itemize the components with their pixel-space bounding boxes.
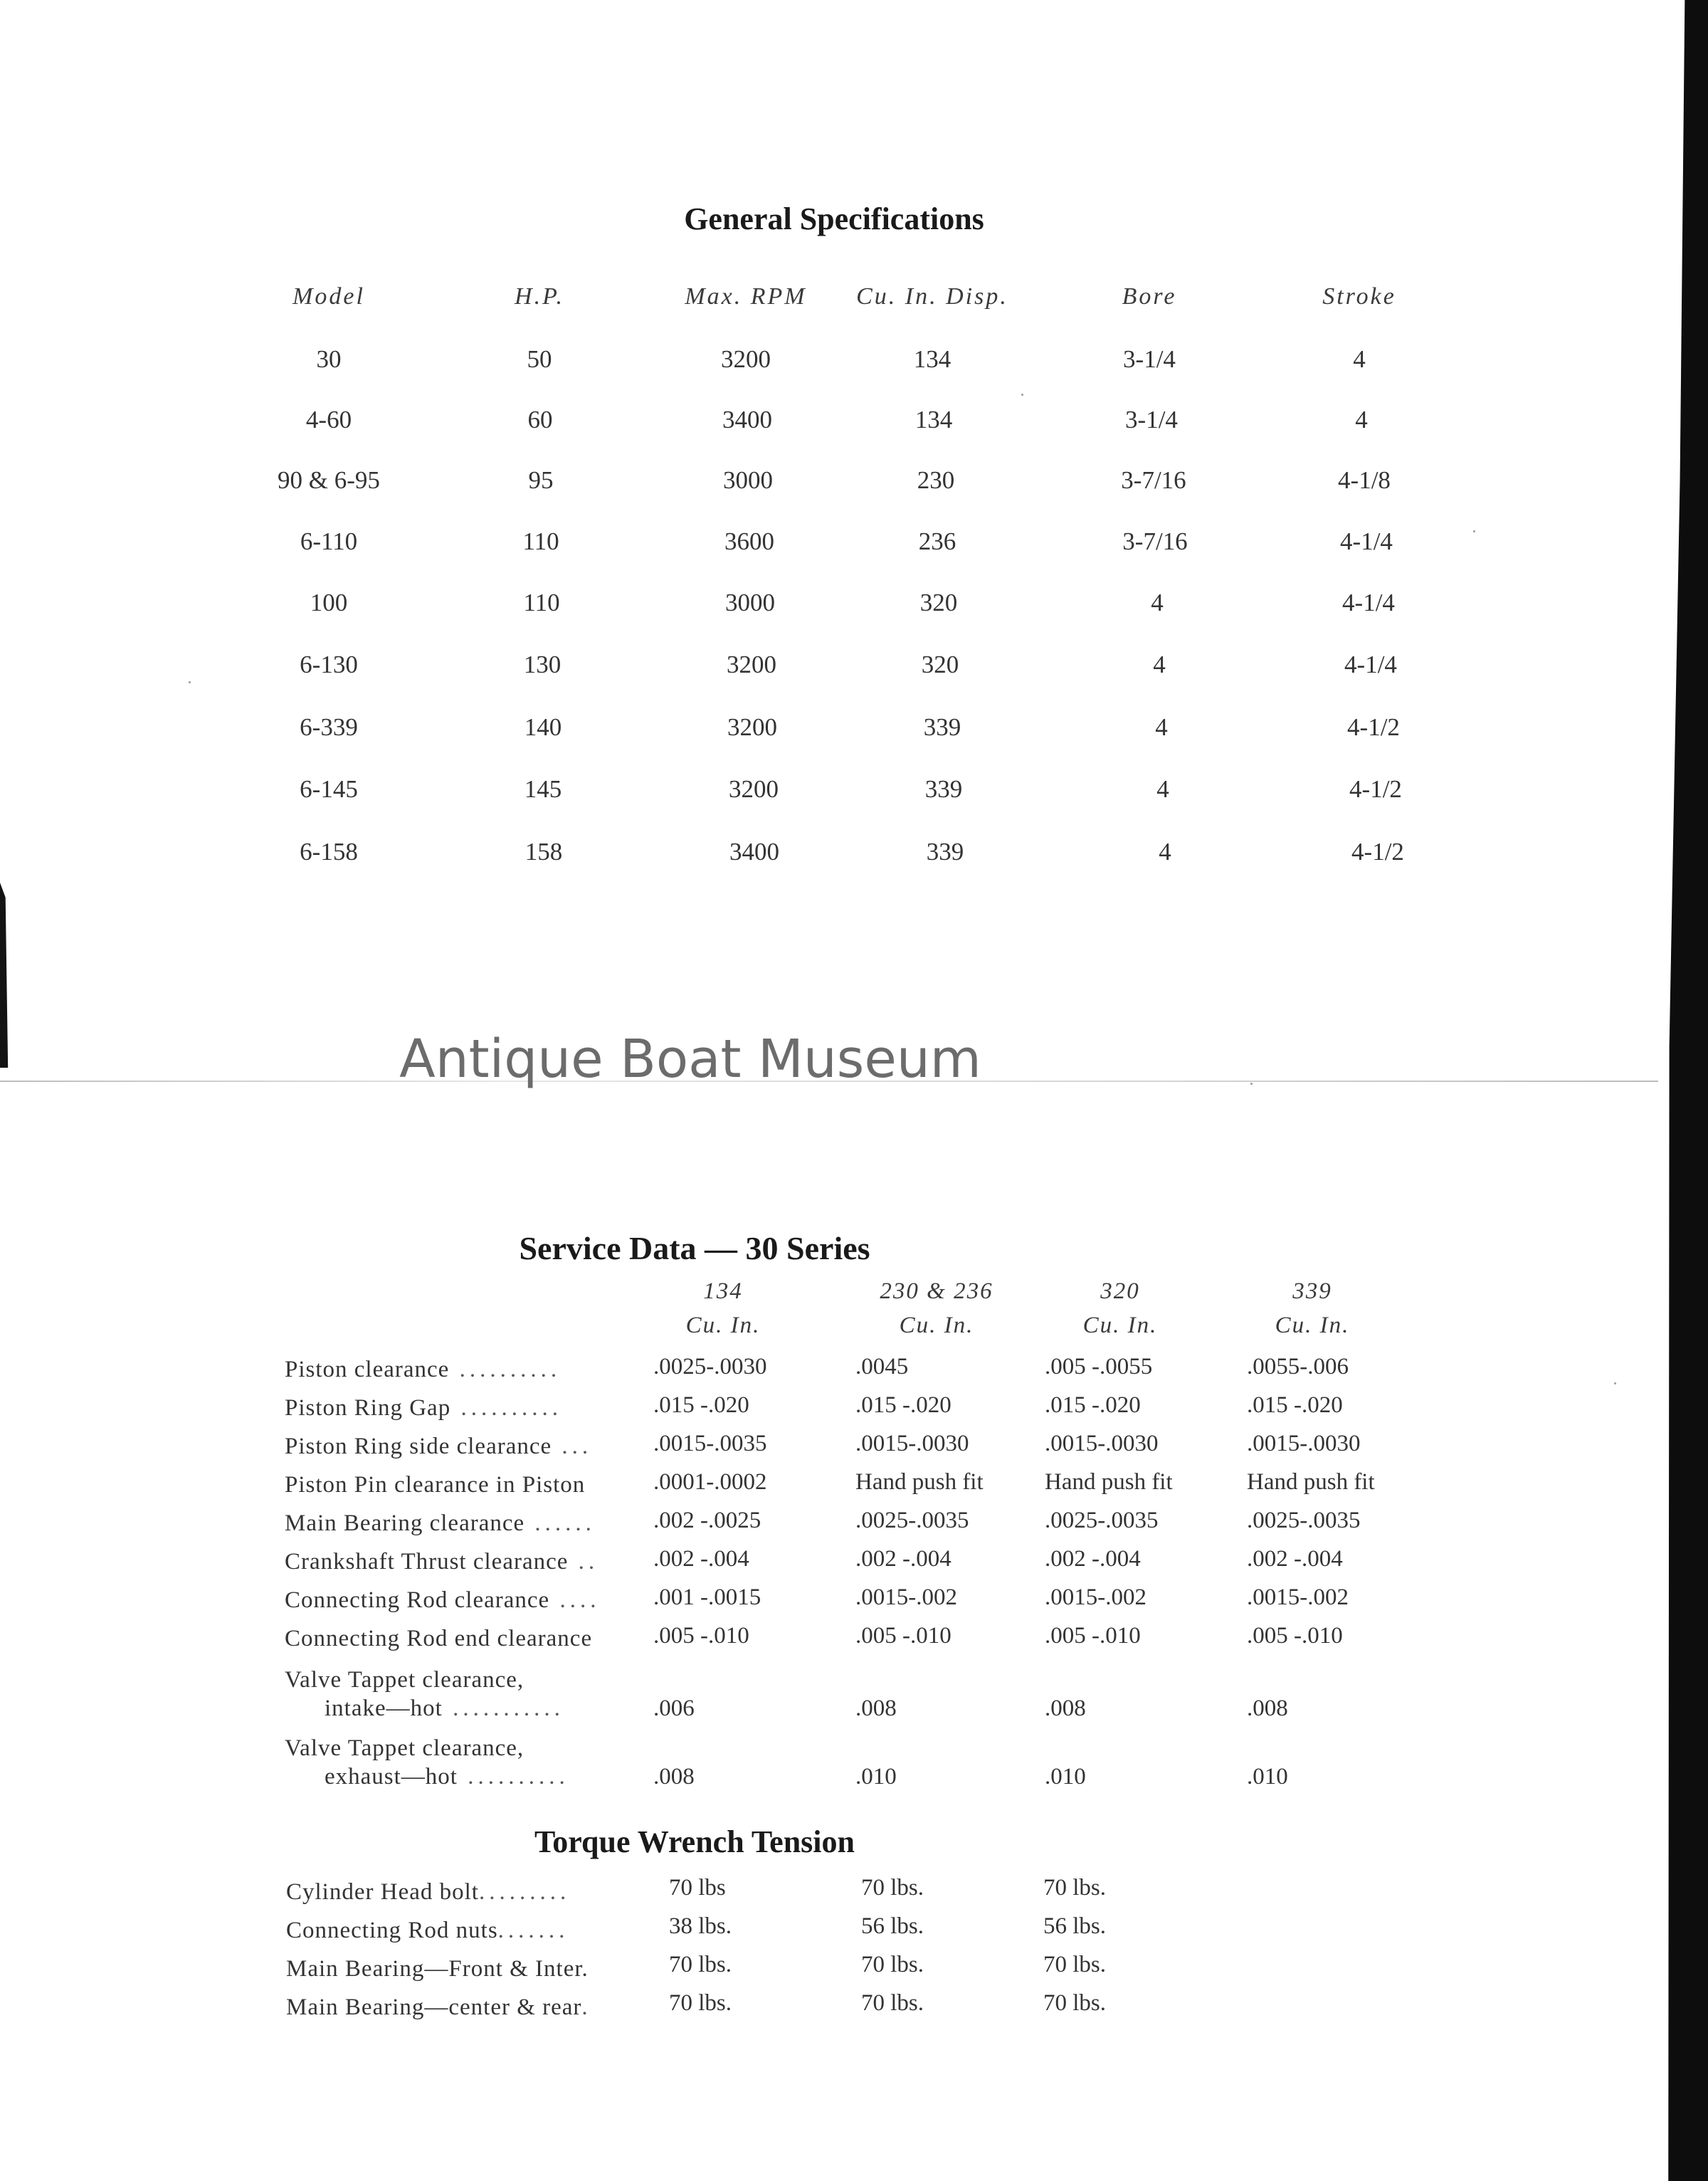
model-cell: 4-60 [305,406,352,433]
spec-cell: 60 [527,406,553,433]
value-cell: .002 -.004 [1247,1546,1343,1572]
value-cell: .005 -.0055 [1045,1354,1153,1379]
value-cell: 70 lbs. [669,1990,732,2016]
spec-cell: 145 [524,775,562,803]
row-label [285,1549,599,1575]
value-cell: .0025-.0030 [653,1354,767,1379]
leader-dots: .......... [449,1357,562,1382]
spec-cell: 4-1/2 [1347,713,1400,741]
row-label-text: Main Bearing—center & rear [286,1995,582,2020]
value-cell: .0055-.006 [1247,1354,1349,1379]
spec-cell: 339 [926,838,964,866]
row-label-text: Crankshaft Thrust clearance [285,1549,569,1575]
value-cell: .010 [855,1764,897,1790]
spec-cell: 3400 [722,406,772,433]
spec-cell: 3200 [727,651,776,678]
spec-cell: 320 [921,651,959,678]
spec-cell: 3000 [723,466,773,494]
leader-dots: .... [549,1587,601,1613]
row-label-text: exhaust—hot [325,1764,458,1790]
value-cell: .015 -.020 [855,1392,951,1418]
spec-cell: 95 [528,466,554,494]
value-cell: .002 -.004 [1045,1546,1141,1572]
value-cell: .015 -.020 [1045,1392,1141,1418]
row-label [286,1956,589,1982]
leader-dots: . [581,1995,592,2020]
column-header: Stroke [1322,283,1396,310]
value-cell: .005 -.010 [653,1623,749,1649]
spec-cell: 3200 [721,345,771,373]
spec-cell: 4 [1156,775,1169,803]
value-cell: Hand push fit [1247,1469,1375,1495]
value-cell: 70 lbs. [669,1952,732,1977]
column-header: Model [292,283,365,310]
row-label [286,1879,570,1906]
value-cell: .008 [1247,1696,1288,1721]
row-label-text: Cylinder Head bolt [286,1879,479,1905]
general-specifications-title: General Specifications [684,201,984,236]
model-cell: 6-145 [300,775,358,803]
row-label-text: Main Bearing clearance [285,1510,525,1536]
row-label-text: Piston clearance [285,1357,450,1382]
value-cell: Hand push fit [1045,1469,1173,1495]
column-header-unit: Cu. In. [899,1313,974,1338]
torque-wrench-title: Torque Wrench Tension [534,1824,855,1859]
value-cell: .008 [653,1764,695,1790]
spec-cell: 3-7/16 [1122,527,1188,555]
spec-cell: 4 [1353,345,1366,373]
row-label-text: Main Bearing—Front & Inter. [286,1956,589,1982]
spec-cell: 50 [527,345,552,373]
spec-cell: 134 [913,345,951,373]
value-cell: 38 lbs. [669,1913,732,1939]
spec-cell: 3000 [725,589,775,616]
row-label-text: Piston Ring side clearance [285,1434,552,1459]
spec-cell: 110 [523,589,560,616]
spec-cell: 3200 [729,775,779,803]
scan-edge-right [1660,0,1708,2181]
spec-cell: 4 [1153,651,1166,678]
row-label [285,1395,562,1421]
column-header-size: 339 [1292,1278,1332,1304]
value-cell: 70 lbs. [1043,1952,1107,1977]
row-label [285,1472,585,1498]
spec-cell: 4-1/4 [1344,651,1397,678]
row-label [285,1626,592,1652]
column-header-size: 134 [703,1278,743,1304]
column-header-size: 320 [1100,1278,1140,1304]
column-header: Max. RPM [685,283,807,310]
row-label [285,1510,596,1537]
value-cell: 70 lbs. [1043,1875,1107,1901]
spec-cell: 4 [1151,589,1164,616]
column-header-unit: Cu. In. [685,1313,761,1338]
spec-cell: 134 [914,406,953,433]
value-cell: .015 -.020 [653,1392,749,1418]
leader-dots: ... [552,1434,593,1459]
value-cell: .002 -.004 [653,1546,749,1572]
value-cell: .0045 [855,1354,909,1379]
row-label-text: Piston Ring Gap [285,1395,451,1421]
value-cell: .005 -.010 [855,1623,951,1649]
column-header-unit: Cu. In. [1082,1313,1158,1338]
value-cell: Hand push fit [855,1469,984,1495]
value-cell: .0025-.0035 [1247,1508,1361,1533]
value-cell: .0015-.002 [855,1584,957,1610]
value-cell: .005 -.010 [1247,1623,1343,1649]
row-label-text: intake—hot [325,1696,443,1721]
column-header-size: 230 & 236 [880,1278,993,1304]
row-label [285,1587,600,1614]
row-label [285,1357,561,1383]
value-cell: .0015-.002 [1045,1584,1146,1610]
value-cell: .0015-.0030 [1045,1431,1159,1456]
value-cell: .008 [855,1696,897,1721]
model-cell: 6-339 [300,713,358,741]
value-cell: .008 [1045,1696,1086,1721]
spec-cell: 4 [1355,406,1368,433]
spec-cell: 4 [1159,838,1171,866]
leader-dots: ...... [524,1510,596,1536]
spec-cell: 110 [522,527,559,555]
value-cell: .002 -.0025 [653,1508,761,1533]
leader-dots: ........... [442,1696,564,1721]
spec-cell: 3-1/4 [1125,406,1178,433]
value-cell: .005 -.010 [1045,1623,1141,1649]
spec-cell: 230 [917,466,955,494]
value-cell: .010 [1247,1764,1288,1790]
value-cell: .0015-.002 [1247,1584,1349,1610]
row-label: Valve Tappet clearance, [285,1735,524,1761]
value-cell: 70 lbs [669,1875,726,1901]
row-label [285,1434,592,1460]
spec-cell: 4-1/4 [1340,527,1393,555]
column-header: H.P. [515,283,564,310]
value-cell: 70 lbs. [861,1952,924,1977]
row-label [325,1696,564,1722]
spec-cell: 140 [524,713,562,741]
spec-cell: 4-1/8 [1338,466,1391,494]
spec-cell: 130 [523,651,562,678]
leader-dots: ....... [497,1918,569,1943]
value-cell: .0015-.0035 [653,1431,767,1456]
scan-speck [1614,1382,1616,1384]
row-label-text: Connecting Rod nuts [286,1918,498,1943]
spec-cell: 3-7/16 [1121,466,1186,494]
row-label-text: Connecting Rod clearance [285,1587,550,1613]
column-header-unit: Cu. In. [1275,1313,1350,1338]
row-label-text: Piston Pin clearance in Piston [285,1472,586,1498]
value-cell: 70 lbs. [861,1990,924,2016]
value-cell: .0015-.0030 [855,1431,969,1456]
value-cell: .010 [1045,1764,1086,1790]
value-cell: .0001-.0002 [653,1469,767,1495]
model-cell: 6-130 [300,651,358,678]
scan-speck [1021,394,1023,396]
model-cell: 6-158 [300,838,358,866]
spec-cell: 158 [524,838,563,866]
value-cell: .0025-.0035 [855,1508,969,1533]
scan-speck [189,681,191,683]
column-header: Bore [1122,283,1177,310]
spec-cell: 320 [919,589,958,616]
value-cell: .002 -.004 [855,1546,951,1572]
service-data-title: Service Data — 30 Series [519,1230,870,1266]
row-label-text: Connecting Rod end clearance [285,1626,593,1651]
spec-cell: 339 [924,775,963,803]
leader-dots: ......... [478,1879,571,1905]
spec-cell: 3-1/4 [1123,345,1176,373]
value-cell: 70 lbs. [861,1875,924,1901]
spec-cell: 3400 [729,838,779,866]
watermark: Antique Boat Museum [399,1029,981,1090]
value-cell: .006 [653,1696,695,1721]
spec-cell: 3600 [724,527,774,555]
row-label [286,1918,569,1944]
spec-cell: 339 [923,713,961,741]
leader-dots: .. [568,1549,599,1575]
value-cell: .0025-.0035 [1045,1508,1159,1533]
spec-cell: 4-1/4 [1342,589,1395,616]
column-header: Cu. In. Disp. [856,283,1008,310]
model-cell: 30 [316,345,342,373]
row-label [286,1995,592,2021]
scan-speck [1473,530,1475,532]
spec-cell: 4-1/2 [1351,838,1404,866]
value-cell: 56 lbs. [1043,1913,1107,1939]
leader-dots: .......... [450,1395,562,1421]
leader-dots: .......... [457,1764,569,1790]
spec-cell: 3200 [727,713,777,741]
row-label [325,1764,569,1790]
value-cell: 56 lbs. [861,1913,924,1939]
model-cell: 90 & 6-95 [278,466,380,494]
value-cell: .015 -.020 [1247,1392,1343,1418]
value-cell: .0015-.0030 [1247,1431,1361,1456]
value-cell: .001 -.0015 [653,1584,761,1610]
value-cell: 70 lbs. [1043,1990,1107,2016]
spec-cell: 236 [918,527,956,555]
spec-cell: 4-1/2 [1349,775,1402,803]
model-cell: 6-110 [300,527,358,555]
model-cell: 100 [310,589,348,616]
spec-cell: 4 [1155,713,1168,741]
row-label: Valve Tappet clearance, [285,1667,524,1693]
